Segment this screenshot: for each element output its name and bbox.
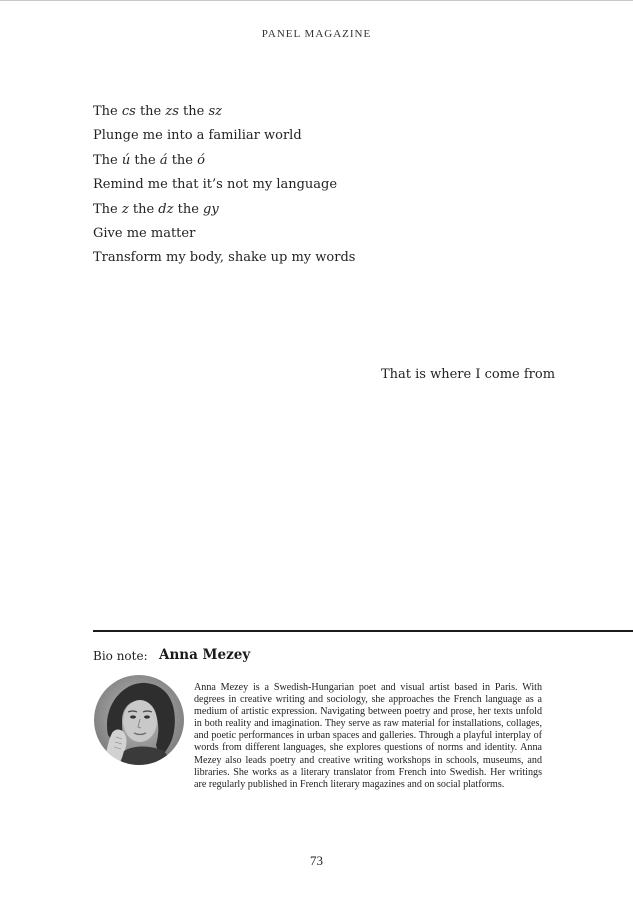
poem-italic-segment: cs (121, 104, 136, 119)
poem-line (93, 222, 355, 246)
bio-label: Bio note: (93, 649, 148, 663)
poem-text-segment: The (93, 201, 122, 217)
poem-italic-segment: á (159, 152, 168, 168)
poem-line (93, 124, 355, 148)
poem-italic-segment: ó (197, 152, 205, 168)
top-edge-rule (0, 0, 633, 1)
poem-text-segment: the (167, 152, 198, 168)
poem-italic-segment: dz (158, 201, 174, 217)
poem-stanza (93, 100, 355, 271)
author-portrait (94, 675, 184, 765)
poem-line (93, 198, 355, 222)
page-number: 73 (310, 853, 323, 868)
running-head: PANEL MAGAZINE (261, 28, 372, 40)
poem-text-segment: the (130, 152, 160, 168)
poem-closing-line: That is where I come from (381, 367, 556, 382)
poem-text-segment: Transform my body, shake up my words (93, 250, 356, 266)
poem-italic-segment: gy (203, 201, 219, 217)
poem-italic-segment: z (121, 201, 129, 217)
poem-text-segment: Give me matter (93, 226, 196, 242)
bio-paragraph: Anna Mezey is a Swedish-Hungarian poet and visual artist based in Paris. With degrees in creative writing and sociology, she approaches the French language as a medium of artistic expression. Navigating between poetry and prose, her texts unfold in both reality and imagination. They serve as raw material for installations, collages, and poetic performances in urban spaces and galleries. Through a playful interplay of words from different languages, she explores questions of norms and identity. Anna Mezey also leads poetry and creative writing workshops in schools, museums, and libraries. She works as a literary translator from French into Swedish. Her writings are regularly published in French literary magazines and on social platforms. (194, 682, 542, 790)
poem-italic-segment: sz (208, 104, 223, 119)
poem-italic-segment: zs (165, 104, 179, 119)
poem-text-segment: The (93, 104, 122, 119)
poem-text-segment: Remind me that it’s not my language (93, 177, 338, 193)
poem-line (93, 149, 355, 173)
poem-text-segment: The (93, 152, 122, 168)
bio-author-name: Anna Mezey (159, 647, 251, 663)
poem-text-segment: the (173, 201, 204, 217)
poem-text-segment: Plunge me into a familiar world (93, 128, 302, 144)
poem-text-segment: the (178, 104, 209, 119)
poem-line (93, 246, 355, 270)
author-portrait-image (94, 675, 184, 765)
poem-italic-segment: ú (121, 152, 131, 168)
poem-text-segment: the (128, 201, 159, 217)
section-divider (93, 630, 633, 632)
poem-line (93, 100, 355, 124)
poem-line (93, 173, 355, 197)
poem-text-segment: the (135, 104, 166, 119)
